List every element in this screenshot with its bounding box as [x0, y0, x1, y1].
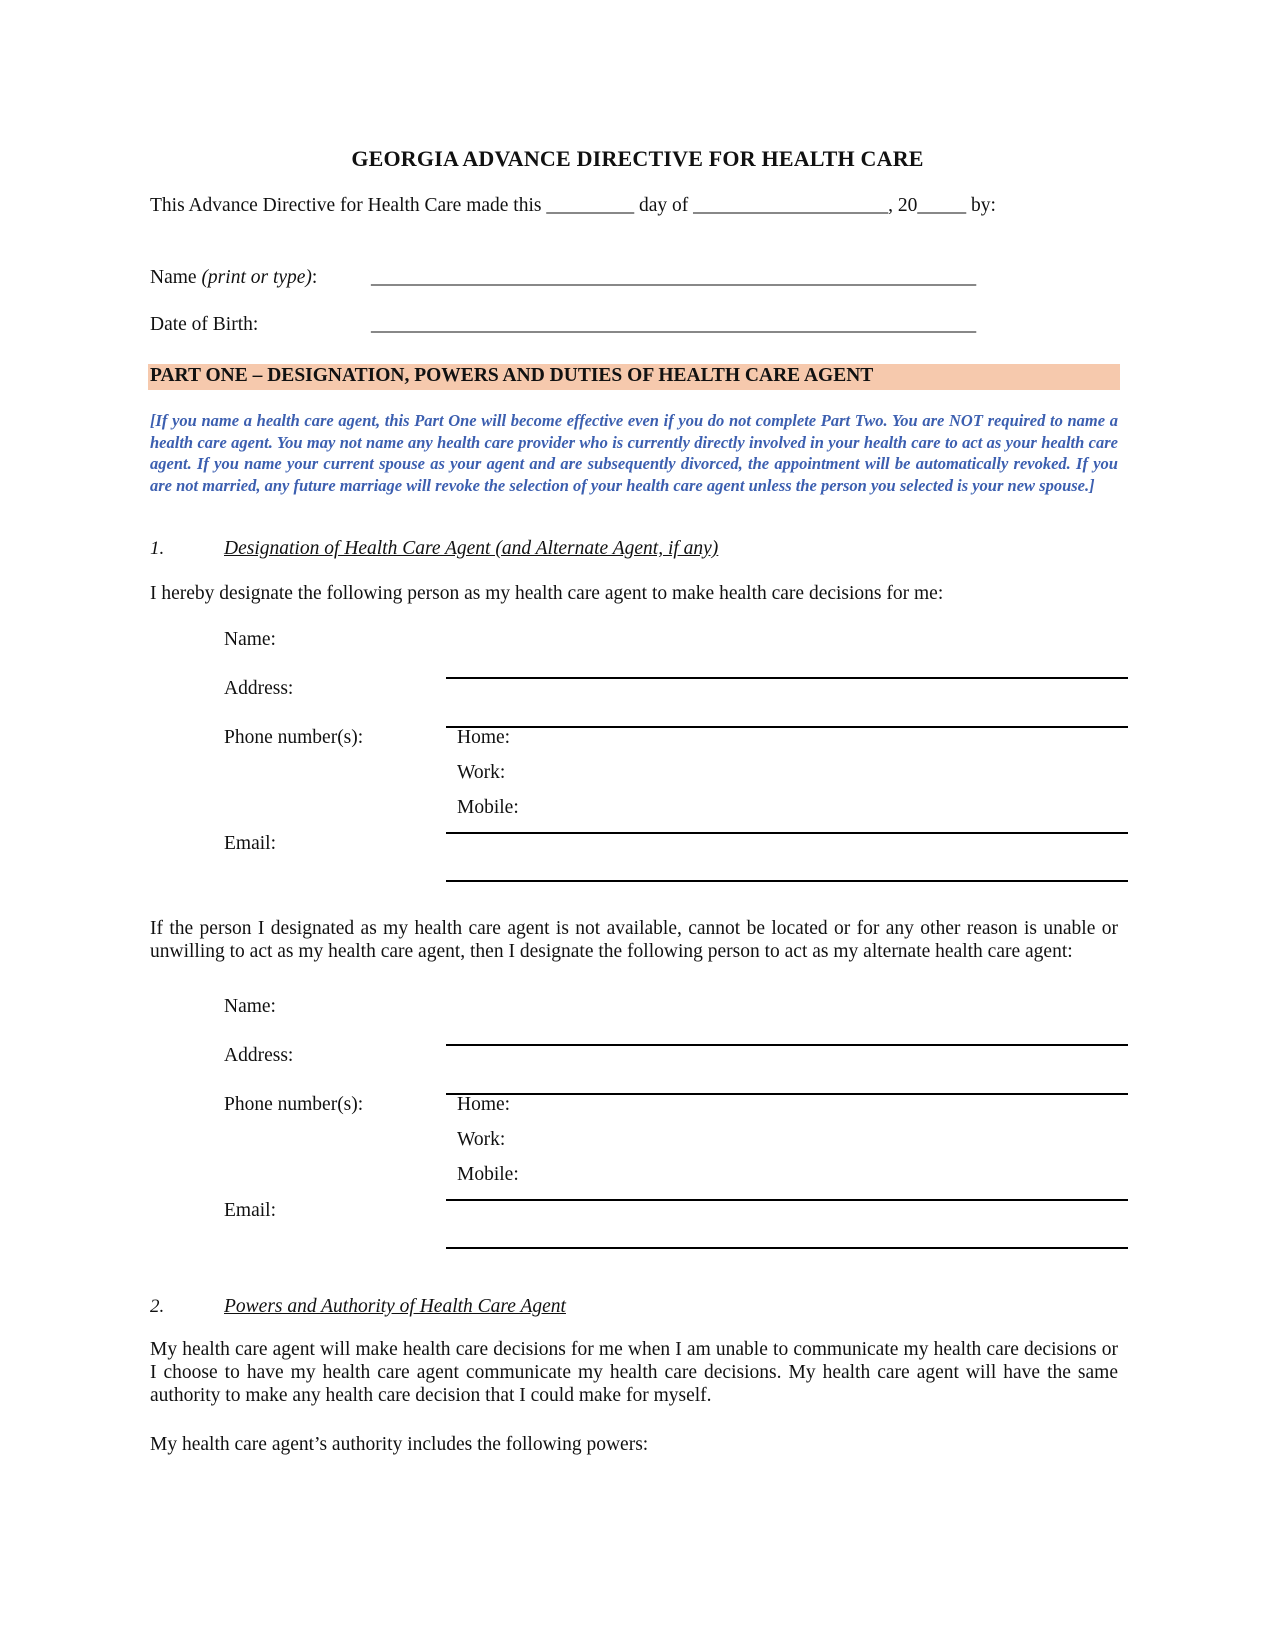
principal-name-field[interactable]: ________________________________________________________________	[371, 267, 976, 288]
section2-title: Powers and Authority of Health Care Agent	[224, 1296, 566, 1317]
agent-email-label: Email:	[224, 833, 276, 854]
powers-list-intro: My health care agent’s authority includes the following powers:	[150, 1434, 649, 1455]
designate-text: I hereby designate the following person as my health care agent to make health care decisions for me:	[150, 583, 944, 604]
month-field[interactable]: ____________________	[693, 195, 889, 216]
document-title: GEORGIA ADVANCE DIRECTIVE FOR HEALTH CARE	[351, 146, 924, 171]
principal-dob-label: Date of Birth:	[150, 314, 259, 335]
intro-prefix: This Advance Directive for Health Care made this	[150, 195, 542, 216]
part-one-note: [If you name a health care agent, this Part One will become effective even if you do not complete Part Two. You are NOT required to name a health care agent. You may not name any health care provider who is currently directly involved in your health care to act as your health care agent. If you name your current spouse as your agent and are subsequently divorced, the appointment will be automatically revoked. If you are not married, any future marriage will revoke the selection of your health care agent unless the person you selected is your new spouse.]	[150, 411, 1118, 495]
agent-phone-line[interactable]	[446, 832, 1128, 834]
section2-number: 2.	[150, 1296, 165, 1317]
day-field[interactable]: _________	[546, 195, 635, 216]
principal-name-label	[150, 267, 317, 289]
alternate-name-line[interactable]	[446, 1044, 1128, 1046]
agent-phone-label: Phone number(s):	[224, 727, 364, 748]
agent-address-line[interactable]	[446, 726, 1128, 728]
agent-name-line[interactable]	[446, 677, 1128, 679]
alternate-name-label: Name:	[224, 996, 276, 1017]
agent-home-label[interactable]: Home:	[457, 727, 511, 748]
agent-address-label: Address:	[224, 678, 294, 699]
part-one-banner	[148, 364, 1120, 390]
alternate-phone-label: Phone number(s):	[224, 1094, 364, 1115]
agent-mobile-label[interactable]: Mobile:	[457, 797, 519, 818]
alternate-phone-line[interactable]	[446, 1199, 1128, 1201]
name-label-text: Name	[150, 267, 197, 288]
section1-number: 1.	[150, 538, 165, 559]
alternate-address-line[interactable]	[446, 1093, 1128, 1095]
alternate-email-line[interactable]	[446, 1247, 1128, 1249]
name-hint: (print or type)	[201, 267, 312, 288]
intro-line	[150, 195, 996, 217]
intro-year-prefix: , 20	[888, 195, 918, 216]
intro-day-of: day of	[639, 195, 689, 216]
section1-title: Designation of Health Care Agent (and Alternate Agent, if any)	[224, 538, 719, 559]
agent-work-label[interactable]: Work:	[457, 762, 506, 783]
principal-dob-field[interactable]: ________________________________________________________________	[371, 314, 976, 335]
powers-paragraph: My health care agent will make health care decisions for me when I am unable to communicate my health care decisions or I choose to have my health care agent communicate my health care decisions. My health care agent will have the same authority to make any health care decision that I could make for myself.	[150, 1339, 1118, 1406]
alternate-work-label[interactable]: Work:	[457, 1129, 506, 1150]
year-field[interactable]: _____	[917, 195, 967, 216]
name-colon: :	[311, 267, 318, 288]
part-one-heading: PART ONE – DESIGNATION, POWERS AND DUTIES OF HEALTH CARE AGENT	[150, 365, 874, 386]
intro-by: by:	[971, 195, 996, 216]
alternate-home-label[interactable]: Home:	[457, 1094, 511, 1115]
alternate-text: If the person I designated as my health care agent is not available, cannot be located or for any other reason is unable or unwilling to act as my health care agent, then I designate the following person to act as my alternate health care agent:	[150, 918, 1118, 962]
agent-name-label: Name:	[224, 629, 276, 650]
alternate-mobile-label[interactable]: Mobile:	[457, 1164, 519, 1185]
alternate-email-label: Email:	[224, 1200, 276, 1221]
agent-email-line[interactable]	[446, 880, 1128, 882]
alternate-address-label: Address:	[224, 1045, 294, 1066]
